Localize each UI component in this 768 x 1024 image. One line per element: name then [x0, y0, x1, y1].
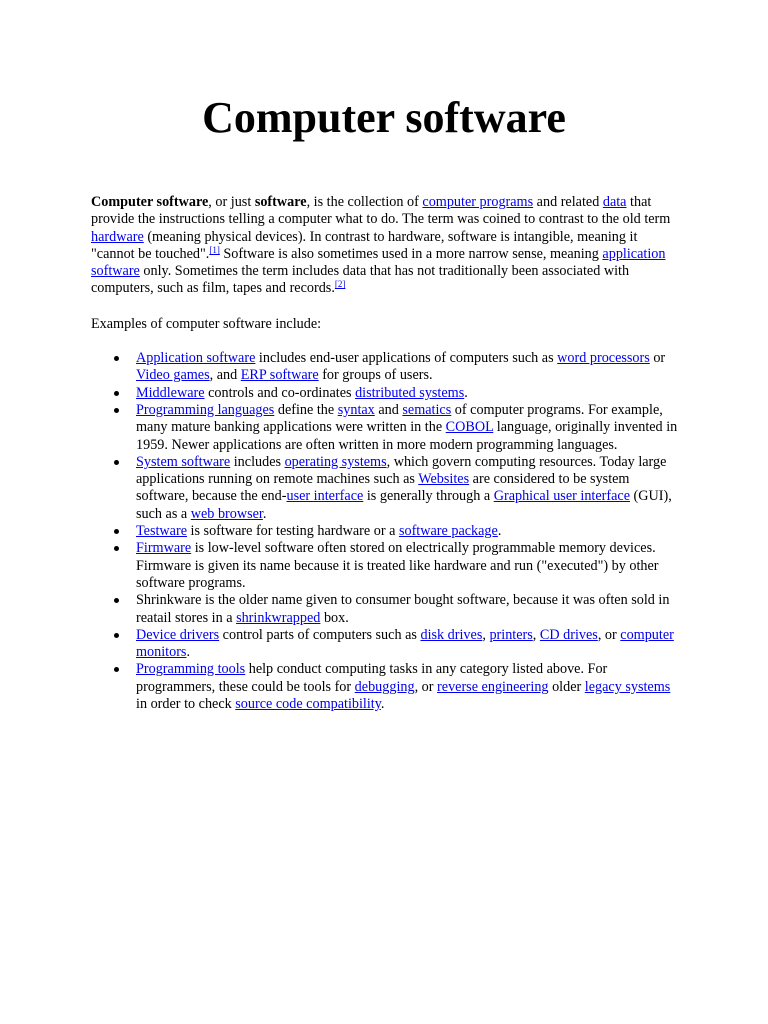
intro-text: , or just [208, 194, 255, 210]
list-item-middleware [136, 385, 683, 402]
link-reverse-engineering[interactable]: reverse engineering [437, 678, 549, 695]
link-programming-languages[interactable]: Programming languages [136, 401, 275, 418]
item-text: and [374, 401, 403, 418]
link-user-interface[interactable]: user interface [286, 488, 364, 505]
item-text: . [262, 505, 267, 522]
item-text: box. [320, 609, 349, 626]
item-text: . [186, 644, 190, 661]
reference-2 [335, 279, 346, 289]
item-text: includes [230, 453, 285, 470]
item-text: in order to check [136, 696, 236, 713]
list-item-firmware [136, 540, 683, 592]
item-text: is generally through a [363, 488, 494, 505]
item-text: is software for testing hardware or a [187, 523, 399, 540]
item-text: or [649, 350, 666, 367]
link-computer-programs[interactable]: computer programs [422, 194, 534, 210]
item-text: , and [209, 367, 241, 384]
item-text: controls and co-ordinates [204, 384, 356, 401]
link-system-software[interactable]: System software [136, 453, 231, 470]
term-computer-software: Computer software [91, 194, 209, 210]
examples-list [91, 350, 683, 713]
item-text: includes end-user applications of computers such as [255, 350, 558, 367]
item-text: is low-level software often stored on electrically programmable memory devices. Firmware is given its name because it is treated like hardware and run ("executed") by other software programs. [136, 540, 659, 591]
reference-2-link[interactable]: [2] [334, 279, 346, 290]
item-text: , or [414, 678, 438, 695]
item-text: , or [597, 626, 621, 643]
list-item-shrinkware [136, 592, 683, 627]
list-item-device-drivers [136, 627, 683, 662]
link-printers[interactable]: printers [489, 626, 533, 643]
link-data[interactable]: data [602, 194, 627, 210]
list-item-application-software [136, 350, 683, 385]
link-source-code-compatibility[interactable]: source code compatibility [235, 696, 381, 713]
link-word-processors[interactable]: word processors [557, 350, 650, 367]
article-body [91, 194, 683, 713]
link-distributed-systems[interactable]: distributed systems [355, 384, 465, 401]
item-text: are considered to be system software, because the end- [136, 471, 630, 505]
item-text: , [482, 626, 490, 643]
item-text: older [548, 678, 585, 695]
intro-text: (meaning physical devices). In contrast to hardware, software is intangible, meaning it "cannot be touched". [91, 228, 638, 262]
item-text: . [497, 523, 502, 540]
item-text: define the [274, 401, 338, 418]
link-legacy-systems[interactable]: legacy systems [584, 678, 671, 695]
link-software-package[interactable]: software package [398, 523, 498, 540]
item-text: control parts of computers such as [219, 626, 421, 643]
item-text: . [380, 696, 385, 713]
page-title: Computer software [202, 93, 566, 142]
item-text: of computer programs. For example, many mature banking applications were written in the [136, 401, 663, 436]
examples-lead: Examples of computer software include: [91, 315, 322, 332]
link-video-games[interactable]: Video games [136, 367, 210, 384]
list-item-system-software [136, 454, 683, 523]
intro-text: that provide the instructions telling a computer what to do. The term was coined to contrast to the old term [91, 194, 671, 228]
link-debugging[interactable]: debugging [354, 678, 415, 695]
item-text: (GUI), such as a [136, 488, 672, 522]
item-text: , which govern computing resources. Today large applications running on remote machines such as [136, 453, 667, 488]
link-application-software[interactable]: application software [91, 245, 666, 280]
link-graphical-user-interface[interactable]: Graphical user interface [493, 488, 630, 505]
reference-1-link[interactable]: [1] [209, 244, 220, 255]
link-computer-monitors[interactable]: computer monitors [136, 626, 674, 661]
intro-paragraph [91, 194, 683, 298]
link-sematics[interactable]: sematics [402, 401, 452, 418]
list-item-testware [136, 523, 683, 540]
link-shrinkwrapped[interactable]: shrinkwrapped [236, 609, 321, 626]
intro-text: , is the collection of [306, 194, 423, 210]
item-text: for groups of users. [318, 367, 433, 384]
link-operating-systems[interactable]: operating systems [284, 453, 387, 470]
list-item-programming-tools [136, 661, 683, 713]
item-text: help conduct computing tasks in any category listed above. For programmers, these could be tools for [136, 661, 608, 695]
link-middleware[interactable]: Middleware [136, 384, 205, 401]
item-text: . [464, 384, 468, 401]
link-erp-software[interactable]: ERP software [240, 367, 319, 384]
item-text: Shrinkware is the older name given to consumer bought software, because it was often sold in reatail stores in a [136, 592, 670, 626]
link-testware[interactable]: Testware [136, 523, 187, 540]
list-item-programming-languages [136, 402, 683, 454]
link-device-drivers[interactable]: Device drivers [136, 626, 220, 643]
item-text: language, originally invented in 1959. Newer applications are often written in more modern programming languages. [136, 419, 678, 453]
intro-text: only. Sometimes the term includes data that has not traditionally been associated with computers, such as film, tapes and records. [91, 263, 630, 297]
link-cobol[interactable]: COBOL [445, 419, 494, 436]
link-syntax[interactable]: syntax [337, 401, 375, 418]
link-cd-drives[interactable]: CD drives [539, 626, 598, 643]
item-text: , [532, 626, 540, 643]
reference-1 [209, 245, 220, 255]
link-firmware[interactable]: Firmware [136, 540, 192, 557]
link-websites[interactable]: Websites [418, 471, 470, 488]
link-hardware[interactable]: hardware [91, 228, 144, 245]
link-programming-tools[interactable]: Programming tools [136, 661, 246, 678]
intro-text: Software is also sometimes used in a more narrow sense, meaning [219, 245, 603, 262]
term-software: software [254, 194, 307, 210]
link-web-browser[interactable]: web browser [190, 505, 263, 522]
link-application-software-item[interactable]: Application software [136, 350, 256, 367]
link-disk-drives[interactable]: disk drives [420, 626, 483, 643]
intro-text: and related [533, 194, 603, 210]
